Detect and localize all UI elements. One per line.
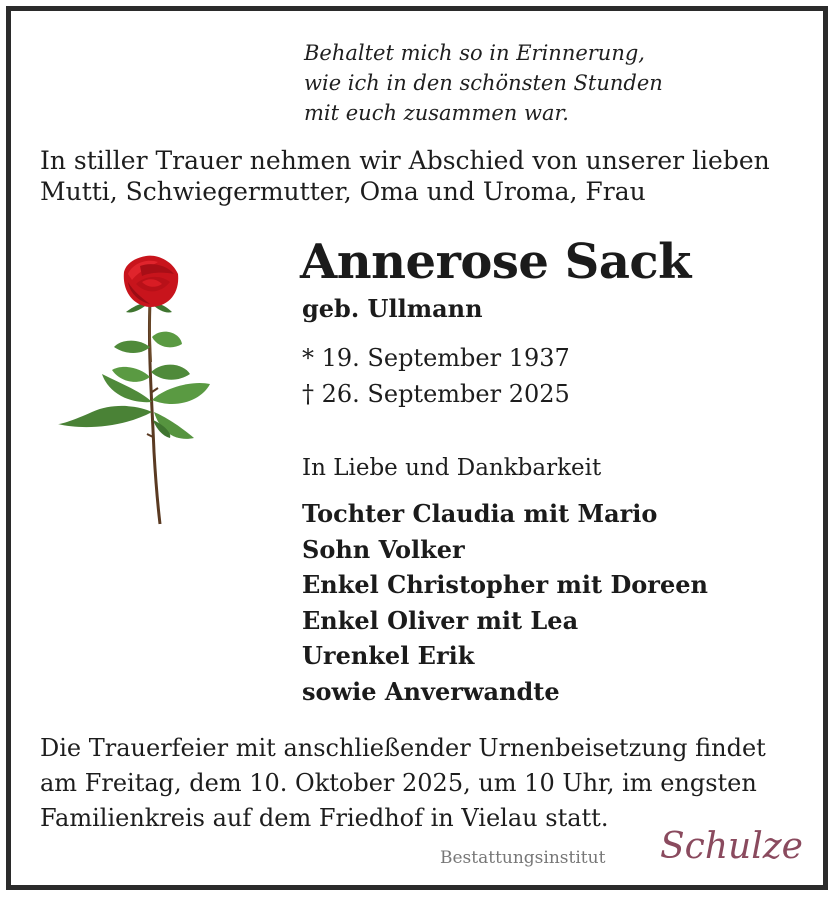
maiden-name: geb. Ullmann [302,294,483,323]
intro-line: In stiller Trauer nehmen wir Abschied von unserer lieben [40,146,770,175]
death-date: † 26. September 2025 [302,380,570,408]
mourner-entry: sowie Anverwandte [302,676,560,706]
mourner-entry: Enkel Christopher mit Doreen [302,570,708,599]
undertaker-label: Bestattungsinstitut [440,848,606,868]
service-line: am Freitag, dem 10. Oktober 2025, um 10 Uhr, im engsten [40,769,757,797]
funeral-service-notice [40,731,810,836]
verse-line: Behaltet mich so in Erinnerung, [304,41,645,65]
mourners-intro: In Liebe und Dankbarkeit [302,455,602,481]
mourner-entry: Sohn Volker [302,534,465,564]
memorial-verse [304,38,663,128]
mourner-entry: Tochter Claudia mit Mario [302,499,658,528]
service-line: Die Trauerfeier mit anschließender Urnenbeisetzung findet [40,734,766,762]
verse-line: mit euch zusammen war. [304,101,569,125]
intro-text [40,145,800,207]
service-line: Familienkreis auf dem Friedhof in Vielau statt. [40,804,609,832]
birth-date: * 19. September 1937 [302,344,570,372]
life-dates [302,340,570,412]
mourner-entry: Enkel Oliver mit Lea [302,605,579,635]
intro-line: Mutti, Schwiegermutter, Oma und Uroma, Frau [40,177,646,206]
mourner-entry: Urenkel Erik [302,641,475,670]
verse-line: wie ich in den schönsten Stunden [304,71,663,95]
mourners-list [302,496,708,709]
red-rose-icon [52,252,217,527]
undertaker-signature-logo: Schulze [660,826,803,867]
deceased-name: Annerose Sack [300,234,691,290]
